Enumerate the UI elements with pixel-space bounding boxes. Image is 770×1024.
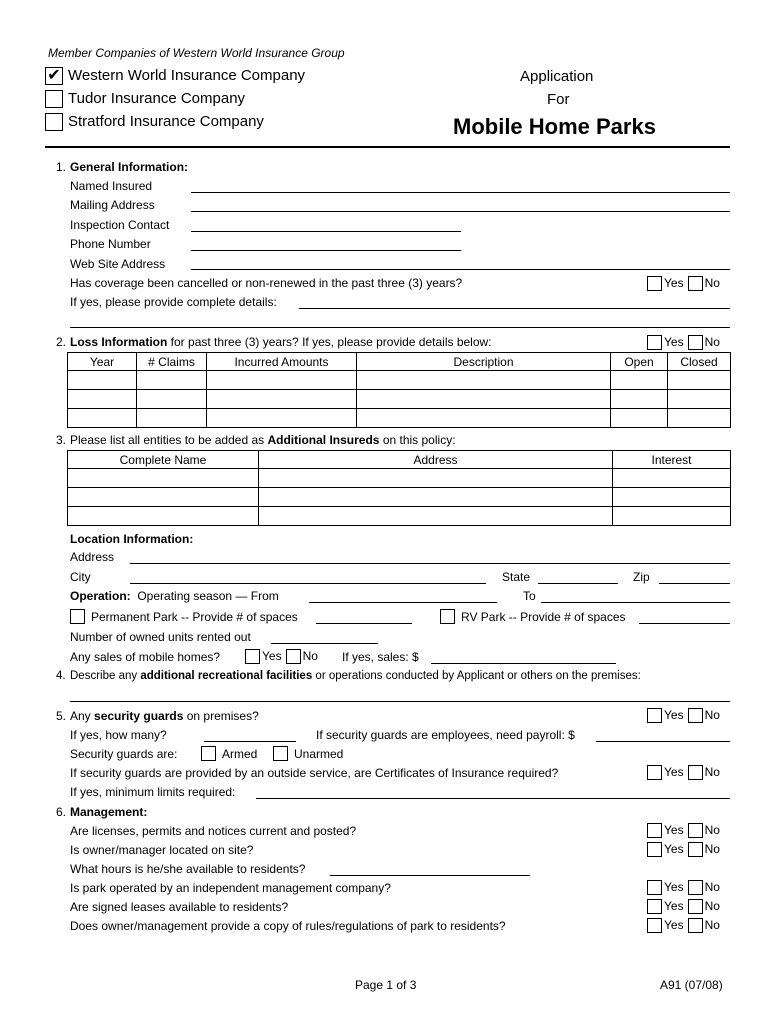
col-open: Open [611, 353, 668, 371]
coverage-details-field[interactable] [299, 308, 730, 309]
independent-mgmt-yes-no [647, 880, 724, 895]
permanent-spaces-field[interactable] [316, 623, 412, 624]
zip-label: Zip [633, 570, 650, 584]
western-world-label: Western World Insurance Company [68, 67, 306, 84]
table-row [68, 371, 731, 390]
section-3-number: 3. [56, 433, 67, 447]
no-label: No [704, 276, 720, 290]
security-bold: security guards [94, 709, 184, 723]
certificates-question: If security guards are provided by an outside service, are Certificates of Insurance required? [70, 766, 559, 780]
additional-insureds-table [67, 450, 731, 526]
owned-units-label: Number of owned units rented out [70, 630, 251, 644]
how-many-field[interactable] [204, 741, 296, 742]
rules-question: Does owner/management provide a copy of rules/regulations of park to residents? [70, 919, 506, 933]
mailing-address-label: Mailing Address [70, 198, 155, 212]
inspection-contact-label: Inspection Contact [70, 218, 170, 232]
independent-mgmt-question: Is park operated by an independent management company? [70, 881, 391, 895]
onsite-no-checkbox[interactable] [688, 842, 703, 857]
section-2-number: 2. [56, 335, 67, 349]
section-6-number: 6. [56, 805, 67, 819]
independent-mgmt-no-checkbox[interactable] [688, 880, 703, 895]
coverage-no-checkbox[interactable] [688, 276, 703, 291]
section-5-number: 5. [56, 709, 67, 723]
leases-question: Are signed leases available to residents? [70, 900, 289, 914]
rv-park-checkbox[interactable] [440, 609, 455, 624]
certificates-yes-checkbox[interactable] [647, 765, 662, 780]
security-yes-no [647, 708, 724, 723]
additional-table-header [68, 451, 731, 469]
location-info-heading: Location Information: [70, 532, 194, 546]
state-label: State [502, 570, 531, 584]
city-label: City [70, 570, 91, 584]
loss-table [67, 352, 731, 428]
unarmed-label: Unarmed [294, 747, 344, 761]
col-claims: # Claims [137, 353, 207, 371]
no-label: No [704, 765, 720, 779]
mailing-address-field[interactable] [191, 211, 730, 212]
table-row [68, 507, 731, 526]
leases-yes-no [647, 899, 724, 914]
col-interest: Interest [613, 451, 731, 469]
security-yes-checkbox[interactable] [647, 708, 662, 723]
member-companies-line: Member Companies of Western World Insurance Group [48, 46, 345, 60]
coverage-details-field-2[interactable] [70, 327, 730, 328]
coverage-yes-no [647, 276, 724, 291]
zip-field[interactable] [659, 583, 730, 584]
recreation-pre: Describe any [70, 670, 141, 682]
table-row [68, 488, 731, 507]
website-field[interactable] [191, 269, 730, 270]
additional-post: on this policy: [379, 433, 456, 447]
additional-pre: Please list all entities to be added as [70, 433, 268, 447]
season-from-field[interactable] [309, 602, 497, 603]
form-number: A91 (07/08) [660, 978, 723, 992]
armed-label: Armed [222, 747, 258, 761]
yes-label: Yes [664, 842, 684, 856]
sales-amount-field[interactable] [431, 663, 616, 664]
no-label: No [302, 649, 318, 663]
licenses-yes-no [647, 823, 724, 838]
management-heading: Management: [70, 805, 148, 819]
security-no-checkbox[interactable] [688, 708, 703, 723]
page-title: Mobile Home Parks [453, 114, 656, 139]
named-insured-label: Named Insured [70, 179, 153, 193]
loss-info-bold: Loss Information [70, 335, 168, 349]
col-address: Address [259, 451, 613, 469]
location-address-label: Address [70, 550, 115, 564]
loss-no-checkbox[interactable] [688, 335, 703, 350]
recreation-bold: additional recreational facilities [140, 670, 313, 682]
coverage-question: Has coverage been cancelled or non-renewed in the past three (3) years? [70, 276, 463, 290]
loss-info-heading [70, 335, 492, 349]
onsite-question: Is owner/manager located on site? [70, 843, 254, 857]
state-field[interactable] [538, 583, 618, 584]
guards-are-label: Security guards are: [70, 747, 178, 761]
checkmark-icon: ✔ [47, 67, 61, 84]
independent-mgmt-yes-checkbox[interactable] [647, 880, 662, 895]
general-info-heading: General Information: [70, 160, 189, 174]
payroll-label: If security guards are employees, need payroll: $ [316, 728, 575, 742]
no-label: No [704, 335, 720, 349]
no-label: No [704, 880, 720, 894]
section-4-number: 4. [56, 670, 66, 682]
payroll-field[interactable] [596, 741, 730, 742]
rules-no-checkbox[interactable] [688, 918, 703, 933]
security-post: on premises? [183, 709, 259, 723]
how-many-label: If yes, how many? [70, 728, 167, 742]
certificates-yes-no [647, 765, 724, 780]
phone-label: Phone Number [70, 237, 151, 251]
no-label: No [704, 823, 720, 837]
tudor-checkbox[interactable] [45, 90, 63, 108]
additional-bold: Additional Insureds [267, 433, 380, 447]
leases-no-checkbox[interactable] [688, 899, 703, 914]
owned-units-field[interactable] [271, 643, 378, 644]
sales-no-checkbox[interactable] [286, 649, 301, 664]
col-year: Year [68, 353, 137, 371]
licenses-yes-checkbox[interactable] [647, 823, 662, 838]
rules-yes-checkbox[interactable] [647, 918, 662, 933]
season-to-field[interactable] [541, 602, 730, 603]
yes-label: Yes [664, 918, 684, 932]
yes-label: Yes [664, 276, 684, 290]
application-label: Application [520, 68, 594, 85]
licenses-no-checkbox[interactable] [688, 823, 703, 838]
permanent-park-checkbox[interactable] [70, 609, 85, 624]
sales-yes-no [245, 649, 322, 664]
sales-question: Any sales of mobile homes? [70, 650, 221, 664]
inspection-contact-field[interactable] [191, 231, 461, 232]
no-label: No [704, 918, 720, 932]
loss-yes-no [647, 335, 724, 350]
stratford-checkbox[interactable] [45, 113, 63, 131]
col-closed: Closed [668, 353, 731, 371]
table-row [68, 390, 731, 409]
rv-spaces-field[interactable] [639, 623, 730, 624]
season-to-label: To [523, 589, 536, 603]
rules-yes-no [647, 918, 724, 933]
yes-label: Yes [664, 335, 684, 349]
loss-table-header [68, 353, 731, 371]
yes-label: Yes [262, 649, 282, 663]
recreation-post: or operations conducted by Applicant or others on the premises: [312, 670, 641, 682]
recreation-field[interactable] [70, 701, 730, 702]
rv-park-label: RV Park -- Provide # of spaces [461, 610, 626, 624]
operation-row [70, 589, 279, 603]
city-field[interactable] [130, 583, 486, 584]
leases-yes-checkbox[interactable] [647, 899, 662, 914]
for-label: For [547, 91, 570, 108]
western-world-checkbox[interactable] [45, 67, 63, 85]
armed-checkbox[interactable] [201, 746, 216, 761]
loss-info-rest: for past three (3) years? If yes, please provide details below: [167, 335, 492, 349]
header-divider [45, 146, 730, 148]
recreation-question [70, 670, 641, 682]
named-insured-field[interactable] [191, 192, 730, 193]
yes-label: Yes [664, 899, 684, 913]
coverage-details-label: If yes, please provide complete details: [70, 295, 277, 309]
table-row [68, 469, 731, 488]
yes-label: Yes [664, 880, 684, 894]
phone-field[interactable] [191, 250, 461, 251]
stratford-label: Stratford Insurance Company [68, 113, 264, 130]
additional-insureds-heading [70, 433, 456, 447]
hours-field[interactable] [330, 875, 530, 876]
certificates-no-checkbox[interactable] [688, 765, 703, 780]
minimum-limits-label: If yes, minimum limits required: [70, 785, 236, 799]
yes-label: Yes [664, 708, 684, 722]
location-address-field[interactable] [130, 563, 730, 564]
no-label: No [704, 899, 720, 913]
page-number: Page 1 of 3 [355, 978, 417, 992]
coverage-yes-checkbox[interactable] [647, 276, 662, 291]
section-1-number: 1. [56, 160, 67, 174]
operation-label: Operation: [70, 589, 131, 603]
loss-yes-checkbox[interactable] [647, 335, 662, 350]
table-row [68, 409, 731, 428]
col-complete-name: Complete Name [68, 451, 259, 469]
security-pre: Any [70, 709, 95, 723]
sales-yes-checkbox[interactable] [245, 649, 260, 664]
unarmed-checkbox[interactable] [273, 746, 288, 761]
yes-label: Yes [664, 823, 684, 837]
no-label: No [704, 708, 720, 722]
sales-amount-label: If yes, sales: $ [342, 650, 419, 664]
col-description: Description [357, 353, 611, 371]
operating-season-label: Operating season — From [137, 589, 279, 603]
security-question [70, 709, 259, 723]
onsite-yes-checkbox[interactable] [647, 842, 662, 857]
yes-label: Yes [664, 765, 684, 779]
permanent-park-label: Permanent Park -- Provide # of spaces [91, 610, 298, 624]
onsite-yes-no [647, 842, 724, 857]
no-label: No [704, 842, 720, 856]
tudor-label: Tudor Insurance Company [68, 90, 246, 107]
minimum-limits-field[interactable] [256, 798, 730, 799]
website-label: Web Site Address [70, 257, 166, 271]
col-incurred: Incurred Amounts [207, 353, 357, 371]
licenses-question: Are licenses, permits and notices current and posted? [70, 824, 357, 838]
hours-question: What hours is he/she available to residents? [70, 862, 306, 876]
